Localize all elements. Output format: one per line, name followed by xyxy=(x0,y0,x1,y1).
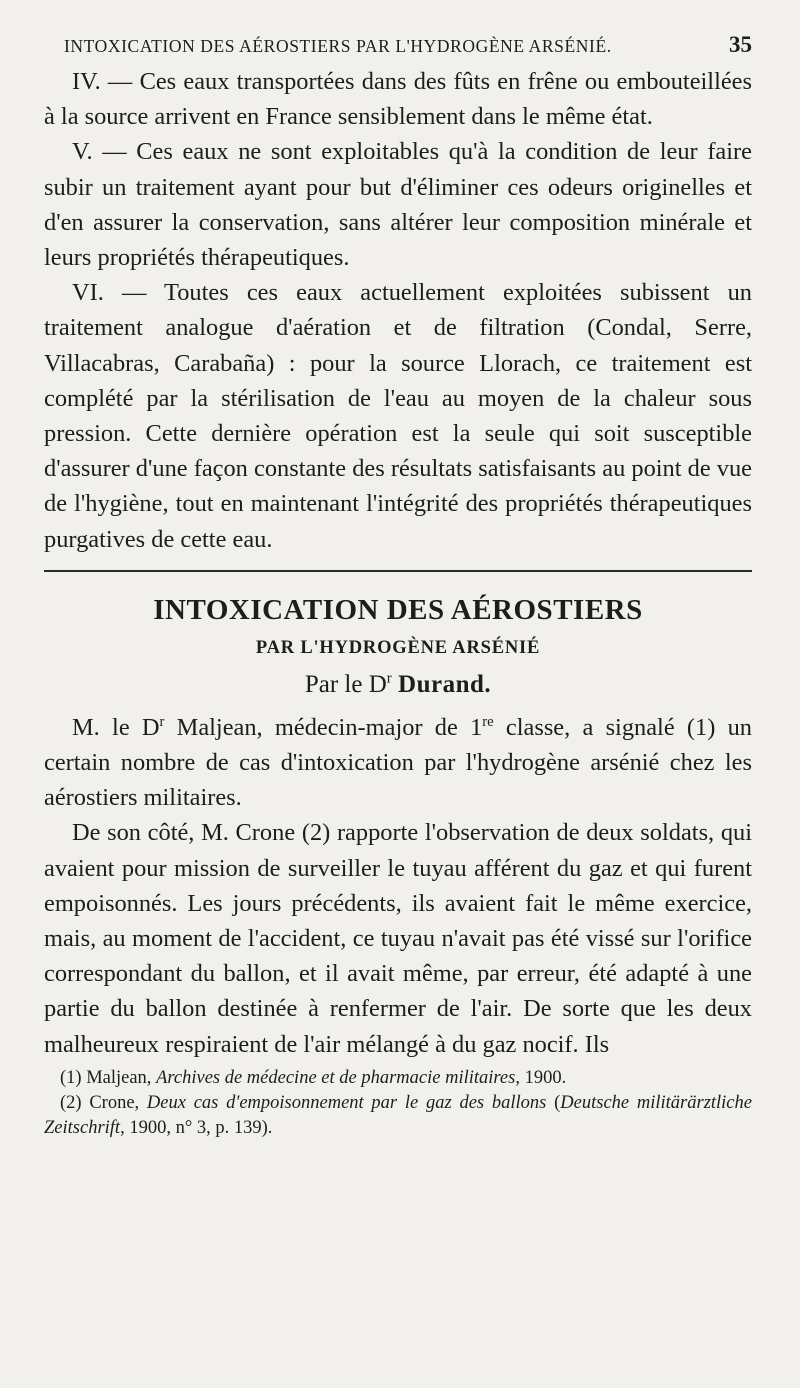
author-prefix-sup: r xyxy=(386,670,392,687)
footnotes xyxy=(44,1066,752,1141)
footnote-2 xyxy=(44,1091,752,1141)
article-title: INTOXICATION DES AÉROSTIERS xyxy=(153,593,643,626)
p1-part-c: classe, a signalé (1) un certain nombre de cas d'intoxication par l'hydrogène arsénié chez les aérostiers militaires. xyxy=(44,713,752,812)
article-paragraph-1 xyxy=(44,710,752,816)
running-head xyxy=(44,32,752,58)
fn1-journal: Archives de médecine et de pharmacie militaires xyxy=(156,1067,516,1088)
paragraph-iv: IV. — Ces eaux transportées dans des fûts en frêne ou embouteillées à la source arrivent en France sensiblement dans le même état. xyxy=(44,68,752,131)
fn2-prefix: (2) Crone, xyxy=(60,1092,147,1113)
p1-sup-a: r xyxy=(159,713,165,730)
fn1-prefix: (1) Maljean, xyxy=(60,1067,157,1088)
fn1-suffix: , 1900. xyxy=(515,1067,567,1088)
fn2-journal: Deutsche militärärztliche Zeitschrift xyxy=(44,1092,752,1138)
page-number: 35 xyxy=(729,32,752,57)
fn2-title: Deux cas d'empoisonnement par le gaz des ballons xyxy=(146,1092,547,1113)
fn2-suffix: , 1900, n° 3, p. 139). xyxy=(120,1117,273,1138)
article-subtitle: PAR L'HYDROGÈNE ARSÉNIÉ xyxy=(255,637,541,658)
paragraph-vi: VI. — Toutes ces eaux actuellement exploitées subissent un traitement analogue d'aération et de filtration (Condal, Serre, Villacabras, Carabaña) : pour la source Llorach, ce traitement est complété par la stérilisation de l'eau au moyen de la chaleur sous pression. Cette dernière opération est la seule qui soit susceptible d'assurer d'une façon constante des résultats satisfaisants au point de vue de l'hygiène, tout en maintenant l'intégrité des propriétés thérapeutiques purgatives de cette eau. xyxy=(44,279,752,553)
p1-part-a: M. le D xyxy=(72,713,160,741)
p1-part-b: Maljean, médecin-major de 1 xyxy=(164,713,483,741)
article-author xyxy=(44,664,752,706)
article-paragraph-2: De son côté, M. Crone (2) rapporte l'observation de deux soldats, qui avaient pour mission de surveiller le tuyau afférent du gaz et qui furent empoisonnés. Les jours précédents, ils avaient fait le même exercice, mais, au moment de l'accident, ce tuyau n'avait pas été vissé sur l'orifice correspondant du ballon, et il avait même, par erreur, été adapté à une partie du ballon destinée à renfermer de l'air. De sorte que les deux malheureux respiraient de l'air mélangé à du gaz nocif. Ils xyxy=(44,819,752,1058)
section-divider xyxy=(44,570,752,572)
fn2-middle: ( xyxy=(546,1092,561,1113)
paragraph-v: V. — Ces eaux ne sont exploitables qu'à la condition de leur faire subir un traitement ayant pour but d'éliminer ces odeurs originelles et d'en assurer la conservation, sans altérer leur composition minérale et leurs propriétés thérapeutiques. xyxy=(44,138,752,272)
author-name: Durand. xyxy=(398,670,492,698)
author-prefix: Par le D xyxy=(304,670,387,698)
p1-sup-b: re xyxy=(482,713,494,730)
running-head-title: INTOXICATION DES AÉROSTIERS PAR L'HYDROGÈNE ARSÉNIÉ. xyxy=(64,36,612,56)
footnote-1 xyxy=(44,1066,752,1091)
article-body xyxy=(44,710,752,1062)
top-section xyxy=(44,64,752,557)
